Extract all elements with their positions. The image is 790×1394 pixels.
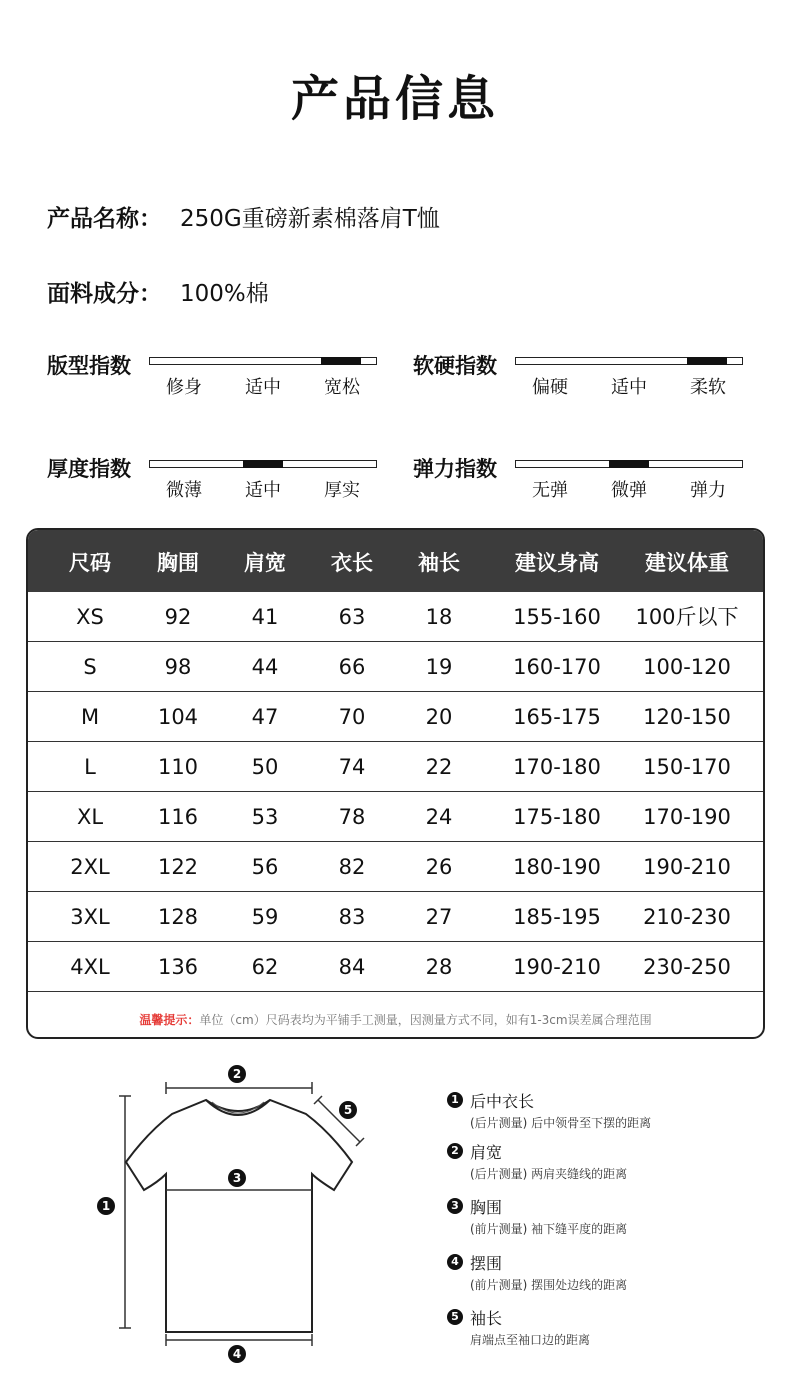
table-cell: 120-150 [643, 705, 731, 729]
table-row [28, 792, 763, 842]
table-cell: XS [76, 605, 104, 629]
table-row [28, 942, 763, 992]
legend-desc: 肩端点至袖口边的距离 [470, 1333, 591, 1347]
measurement-diagram [0, 1050, 790, 1394]
table-cell: 116 [157, 805, 199, 829]
table-cell: 100斤以下 [635, 605, 739, 629]
marker-label: 2 [232, 1067, 242, 1081]
marker-label: 1 [101, 1199, 111, 1213]
legend-number: 5 [447, 1309, 463, 1325]
table-cell: 20 [425, 705, 453, 729]
product-name-row [47, 200, 440, 233]
index-option: 微弹 [611, 480, 647, 501]
table-row [28, 842, 763, 892]
table-row [28, 592, 763, 642]
index-option: 厚实 [324, 480, 360, 501]
table-cell: 62 [251, 955, 279, 979]
legend-title: 后中衣长 [470, 1092, 535, 1111]
index-option: 无弹 [532, 480, 568, 501]
table-header-cell: 衣长 [331, 551, 373, 575]
marker-2-icon [228, 1065, 246, 1083]
table-cell: 78 [338, 805, 366, 829]
legend-title: 胸围 [470, 1198, 503, 1217]
product-name-label: 产品名称： [47, 206, 162, 232]
table-cell: 70 [338, 705, 366, 729]
table-cell: 83 [338, 905, 366, 929]
table-cell: 230-250 [643, 955, 731, 979]
table-cell: 4XL [70, 955, 110, 979]
table-cell: 210-230 [643, 905, 731, 929]
table-cell: 122 [157, 855, 199, 879]
tip-label: 温馨提示： [139, 1013, 200, 1027]
table-cell: 160-170 [513, 655, 601, 679]
index-option: 微薄 [166, 480, 202, 501]
size-table [26, 528, 765, 1039]
marker-3-icon [228, 1169, 246, 1187]
index-bar [515, 460, 743, 468]
table-cell: 84 [338, 955, 366, 979]
index-label: 版型指数 [47, 354, 131, 378]
index-label: 厚度指数 [47, 457, 131, 481]
table-row [28, 642, 763, 692]
table-cell: 28 [425, 955, 453, 979]
index-fill [609, 460, 649, 468]
table-cell: 150-170 [643, 755, 731, 779]
table-header-cell: 建议体重 [645, 551, 729, 575]
legend-number: 1 [447, 1092, 463, 1108]
table-cell: 47 [251, 705, 279, 729]
table-cell: 27 [425, 905, 453, 929]
index-label: 软硬指数 [413, 354, 497, 378]
table-row [28, 892, 763, 942]
table-cell: 66 [338, 655, 366, 679]
table-cell: 190-210 [643, 855, 731, 879]
index-option: 宽松 [324, 377, 360, 398]
table-cell: 19 [425, 655, 453, 679]
table-cell: 50 [251, 755, 279, 779]
marker-5-icon [339, 1101, 357, 1119]
legend-number: 4 [447, 1254, 463, 1270]
product-name-value: 250G重磅新素棉落肩T恤 [180, 206, 440, 232]
legend-desc: (后片测量) 后中领骨至下摆的距离 [470, 1116, 652, 1130]
table-cell: M [80, 705, 100, 729]
fabric-row [47, 275, 269, 308]
index-option: 修身 [166, 377, 202, 398]
page-title: 产品信息 [290, 71, 499, 127]
table-cell: 3XL [70, 905, 110, 929]
legend-title: 袖长 [470, 1309, 503, 1328]
tip-text: 单位（cm）尺码表均为平铺手工测量，因测量方式不同，如有1-3cm误差属合理范围 [199, 1013, 652, 1027]
table-cell: 92 [164, 605, 192, 629]
size-tip [28, 1011, 763, 1028]
marker-label: 3 [232, 1171, 242, 1185]
index-fill [321, 357, 361, 365]
table-cell: 74 [338, 755, 366, 779]
index-option: 柔软 [690, 377, 726, 398]
marker-label: 4 [232, 1347, 242, 1361]
index-bar [515, 357, 743, 365]
table-cell: 170-180 [513, 755, 601, 779]
index-bar [149, 460, 377, 468]
index-option: 适中 [245, 377, 281, 398]
tshirt-outline [126, 1100, 352, 1332]
index-bar [149, 357, 377, 365]
table-cell: S [83, 655, 97, 679]
table-cell: 170-190 [643, 805, 731, 829]
table-cell: 165-175 [513, 705, 601, 729]
table-cell: 18 [425, 605, 453, 629]
table-cell: 59 [251, 905, 279, 929]
table-cell: 24 [425, 805, 453, 829]
table-header-cell: 胸围 [157, 551, 199, 575]
table-header [28, 530, 763, 592]
table-cell: 56 [251, 855, 279, 879]
table-cell: 136 [157, 955, 199, 979]
table-cell: 44 [251, 655, 279, 679]
table-cell: 155-160 [513, 605, 601, 629]
table-row [28, 692, 763, 742]
index-fill [687, 357, 727, 365]
table-row [28, 742, 763, 792]
table-cell: 180-190 [513, 855, 601, 879]
index-fill [243, 460, 283, 468]
table-cell: 175-180 [513, 805, 601, 829]
fabric-label: 面料成分： [47, 281, 162, 307]
table-cell: 100-120 [643, 655, 731, 679]
table-cell: XL [76, 805, 104, 829]
index-option: 适中 [245, 480, 281, 501]
index-option: 弹力 [690, 480, 726, 501]
table-header-cell: 袖长 [418, 551, 460, 575]
legend-title: 摆围 [470, 1254, 503, 1273]
table-cell: 110 [157, 755, 199, 779]
table-cell: 63 [338, 605, 366, 629]
table-cell: L [84, 755, 96, 779]
table-header-cell: 建议身高 [515, 551, 599, 575]
legend-number: 2 [447, 1143, 463, 1159]
index-option: 适中 [611, 377, 647, 398]
table-cell: 104 [157, 705, 199, 729]
table-cell: 128 [157, 905, 199, 929]
table-cell: 22 [425, 755, 453, 779]
table-header-cell: 尺码 [69, 551, 111, 575]
legend-title: 肩宽 [470, 1143, 503, 1162]
table-cell: 190-210 [513, 955, 601, 979]
legend-desc: (后片测量) 两肩夹缝线的距离 [470, 1167, 628, 1181]
legend-desc: (前片测量) 摆围处边线的距离 [470, 1278, 628, 1292]
table-header-cell: 肩宽 [244, 551, 286, 575]
fabric-value: 100%棉 [180, 281, 269, 307]
marker-4-icon [228, 1345, 246, 1363]
marker-label: 5 [343, 1103, 353, 1117]
table-cell: 82 [338, 855, 366, 879]
legend-number: 3 [447, 1198, 463, 1214]
index-label: 弹力指数 [413, 457, 497, 481]
table-cell: 53 [251, 805, 279, 829]
index-option: 偏硬 [532, 377, 568, 398]
table-cell: 41 [251, 605, 279, 629]
table-cell: 185-195 [513, 905, 601, 929]
table-cell: 26 [425, 855, 453, 879]
tshirt-diagram [0, 1050, 420, 1394]
marker-1-icon [97, 1197, 115, 1215]
table-cell: 98 [164, 655, 192, 679]
legend-desc: (前片测量) 袖下缝平度的距离 [470, 1222, 628, 1236]
table-cell: 2XL [70, 855, 110, 879]
